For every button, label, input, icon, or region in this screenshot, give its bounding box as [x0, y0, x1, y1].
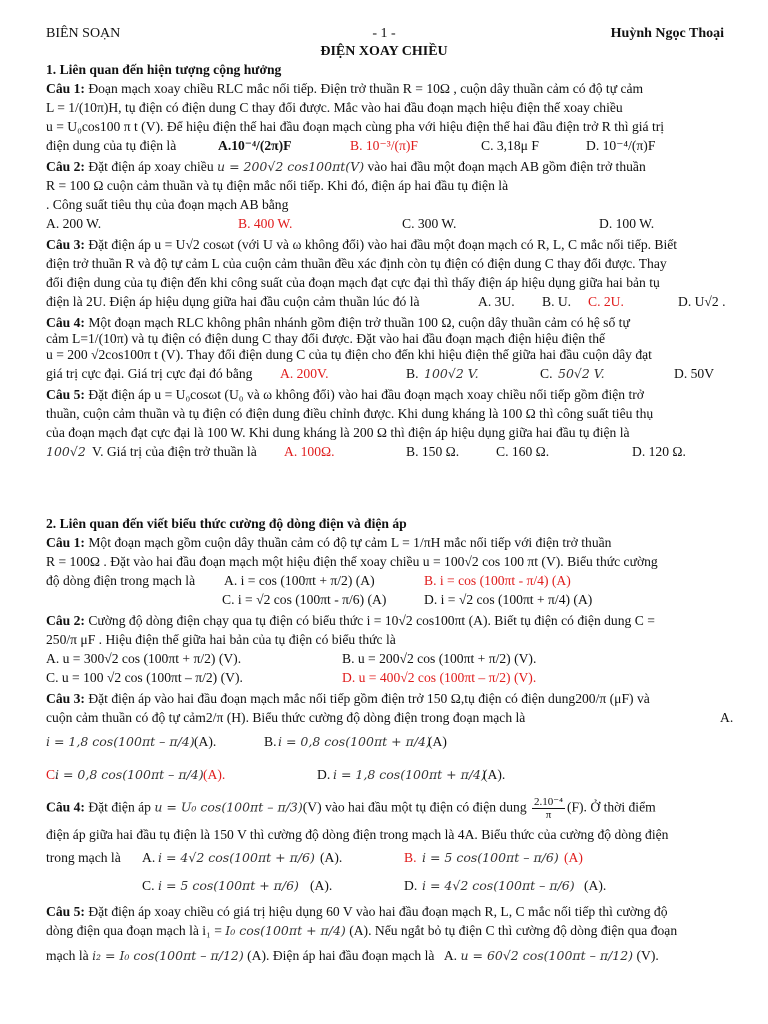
question-text: Cường độ dòng điện chạy qua tụ điện có biểu thức i = 10√2 cos100πt (A). Biết tụ điện có điện dung C =: [88, 613, 655, 628]
question-label: Câu 3:: [46, 237, 85, 252]
option-c: C. 3,18μ F: [481, 138, 539, 153]
question-text: R = 100 Ω cuộn cảm thuần và tụ điện mắc nối tiếp. Khi đó, điện áp hai đầu tụ điện là: [46, 178, 509, 193]
option-b-unit: (A): [428, 734, 447, 749]
question-line: [46, 921, 736, 940]
option-d-unit: (A).: [483, 767, 506, 782]
option-c: C. 300 W.: [402, 216, 457, 231]
option-c: C. i = √2 cos (100πt - π/6) (A): [222, 592, 387, 607]
option-c-label: C.: [142, 878, 155, 893]
option-a-unit: (A).: [194, 734, 217, 749]
option-a: A. 200V.: [280, 366, 329, 381]
question-text: u = 200 √2cos100π t (V). Thay đổi điện dung C của tụ điện cho đến khi hiệu điện thế giữa hai đầu cuộn dây đạt: [46, 347, 652, 362]
question: [46, 796, 736, 821]
option-b-label: B.: [264, 734, 277, 749]
option-a: A.10⁻⁴/(2π)F: [218, 138, 292, 153]
options-row: [46, 668, 736, 687]
options-row: [46, 292, 736, 311]
question-text: giá trị cực đại. Giá trị cực đại đó bằng: [46, 366, 253, 381]
question-text: R = 100Ω . Đặt vào hai đầu đoạn mạch một hiệu điện thế xoay chiều u = 100√2 cos 100 πt (V). Biểu thức cường: [46, 554, 658, 569]
question-text: Đặt điện áp u = U√2 cosωt (với U và ω không đổi) vào hai đầu một đoạn mạch có R, L, C mắc nối tiếp. Biết: [88, 237, 678, 252]
question-text: Đặt điện áp vào hai đầu đoạn mạch mắc nối tiếp gồm điện trở 150 Ω,tụ điện có điện dung200/π (μF) và: [88, 691, 650, 706]
option-c-unit: (A).: [203, 767, 226, 782]
question-text: cuộn cảm thuần có độ tự cảm2/π (H). Biểu thức cường độ dòng điện trong đoạn mạch là: [46, 710, 526, 725]
formula: u = U₀ cos(100πt – π/3): [154, 799, 303, 815]
option-d: D. u = 400√2 cos (100πt – π/2) (V).: [342, 670, 537, 685]
option-a: A. i = cos (100πt + π/2) (A): [224, 573, 375, 588]
option-c-formula: i = 5 cos(100πt + π/6): [158, 878, 299, 893]
question: [46, 79, 736, 98]
options-row: [46, 442, 736, 461]
header-author: Huỳnh Ngọc Thoại: [610, 26, 724, 41]
options-row: [46, 765, 736, 784]
option-a-formula: i = 4√2 cos(100πt + π/6): [158, 850, 315, 865]
question: [46, 313, 736, 332]
option-d: D. 120 Ω.: [632, 444, 686, 459]
question-text: đổi điện dung của tụ điện đến khi công suất của đoạn mạch đạt cực đại thì thấy điện áp hiệu dụng giữa hai bản tụ: [46, 275, 660, 290]
question: [46, 385, 736, 404]
question-text: L = 1/(10π)H, tụ điện có điện dung C thay đổi được. Mắc vào hai đầu đoạn mạch hiệu điện thế xoay chiều: [46, 100, 623, 115]
option-b: B. 150 Ω.: [406, 444, 460, 459]
question-label: Câu 4:: [46, 315, 85, 330]
section-2-title: 2. Liên quan đến viết biểu thức cường độ dòng điện và điện áp: [46, 516, 407, 531]
question: [46, 611, 736, 630]
option-b-formula: 100√2 V.: [424, 366, 479, 381]
option-b-formula: i = 0,8 cos(100πt + π/4): [278, 734, 431, 749]
option-b: B. u = 200√2 cos (100πt + π/2) (V).: [342, 651, 537, 666]
question-label: Câu 4:: [46, 799, 85, 815]
question-text: (V) vào hai đầu một tụ điện có điện dung: [302, 799, 527, 815]
question-text: (F). Ở thời điểm: [566, 799, 656, 815]
option-c: C. 160 Ω.: [496, 444, 550, 459]
options-row: [46, 364, 736, 383]
question-text: điện trở thuần R và độ tự cảm L của cuộn cảm thuần đều xác định còn tụ điện có điện dung C thay đổi được. Thay: [46, 256, 667, 271]
option-d-formula: i = 4√2 cos(100πt – π/6): [422, 878, 575, 893]
option-b: B. 10⁻³/(π)F: [350, 138, 418, 153]
question-text: mạch là: [46, 948, 89, 963]
question-text: Một đoạn mạch RLC không phân nhánh gồm điện trở thuần 100 Ω, cuộn dây thuần cảm có hệ số tự: [88, 315, 630, 330]
question: [46, 235, 736, 254]
option-a: A. u = 300√2 cos (100πt + π/2) (V).: [46, 651, 242, 666]
option-a-label: A.: [443, 948, 458, 963]
option-b-label: B.: [404, 850, 417, 865]
question-text: (A). Nếu ngắt bỏ tụ điện C thì cường độ dòng điện qua đoạn: [349, 923, 678, 938]
question-label: Câu 5:: [46, 904, 85, 919]
question-text: (A). Điện áp hai đầu đoạn mạch là: [247, 948, 435, 963]
options-row: [46, 848, 736, 867]
options-row: [46, 571, 736, 590]
option-d-formula: i = 1,8 cos(100πt + π/4): [333, 767, 486, 782]
formula: u = 200√2 cos100πt(V): [217, 159, 365, 174]
question-text: Đặt điện áp xoay chiều có giá trị hiệu dụng 60 V vào hai đầu đoạn mạch R, L, C mắc nối tiếp thì cường độ: [88, 904, 668, 919]
section-2: [46, 514, 736, 965]
capacitance-fraction: [532, 796, 565, 821]
question-text: điện dung của tụ điện là: [46, 138, 177, 153]
option-b-unit: (A): [564, 850, 583, 865]
option-b: B. 400 W.: [238, 216, 293, 231]
option-d: D. U√2 .: [678, 294, 726, 309]
formula: I₀ cos(100πt + π/4): [225, 923, 346, 938]
option-c-formula: 50√2 V.: [558, 366, 605, 381]
question-label: Câu 2:: [46, 613, 85, 628]
option-c-label: C.: [540, 366, 553, 381]
question: [46, 533, 736, 552]
option-a-formula: u = 60√2 cos(100πt – π/12): [460, 948, 634, 963]
option-d-unit: (A).: [584, 878, 607, 893]
question-text: vào hai đầu một đoạn mạch AB gồm điện trở thuần: [367, 159, 646, 174]
question-text: dòng điện qua đoạn mạch là i₁ =: [46, 923, 222, 938]
options-row: [46, 708, 736, 727]
question-text: độ dòng điện trong mạch là: [46, 573, 196, 588]
options-row: [46, 214, 736, 233]
header-left: BIÊN SOẠN: [46, 26, 121, 41]
option-a-formula: i = 1,8 cos(100πt – π/4): [46, 734, 195, 749]
section-1: [46, 60, 736, 461]
question-text: V. Giá trị của điện trở thuần là: [92, 444, 257, 459]
option-d: D. 50V: [674, 366, 715, 381]
question-label: Câu 2:: [46, 159, 85, 174]
question-line: [46, 946, 736, 965]
options-row: [46, 649, 736, 668]
question-label: Câu 1:: [46, 81, 85, 96]
question-text: của đoạn mạch đạt cực đại là 100 W. Khi dung kháng là 200 Ω thì điện áp hiệu dụng giữa hai đầu tụ điện là: [46, 425, 630, 440]
option-b-formula: i = 5 cos(100πt – π/6): [422, 850, 559, 865]
question: [46, 689, 736, 708]
option-b: B. i = cos (100πt - π/4) (A): [424, 573, 571, 588]
fraction-numerator: 2.10⁻⁴: [534, 796, 563, 808]
option-c: C. u = 100 √2 cos (100πt – π/2) (V).: [46, 670, 243, 685]
question: [46, 157, 736, 176]
question: [46, 902, 736, 921]
option-a: A. 100Ω.: [284, 444, 335, 459]
option-c-formula: i = 0,8 cos(100πt – π/4): [55, 767, 204, 782]
option-c: C. 2U.: [588, 294, 624, 309]
option-d-label: D.: [317, 767, 331, 782]
question-text: Đặt điện áp u = U₀cosωt (U₀ và ω không đổi) vào hai đầu đoạn mạch xoay chiều nối tiếp gồm điện trở: [88, 387, 644, 402]
question-text: điện là 2U. Điện áp hiệu dụng giữa hai đầu cuộn cảm thuần lúc đó là: [46, 294, 420, 309]
question-label: Câu 1:: [46, 535, 85, 550]
option-a-unit: (A).: [320, 850, 343, 865]
question-text: cảm L=1/(10π) và tụ điện có điện dung C thay đổi được. Đặt vào hai đầu đoạn mạch điện hiệu điện thế: [46, 331, 606, 346]
document-title: ĐIỆN XOAY CHIỀU: [320, 44, 448, 59]
option-d-label: D.: [404, 878, 418, 893]
formula: i₂ = I₀ cos(100πt – π/12): [92, 948, 244, 963]
question-text: thuần, cuộn cảm thuần và tụ điện có điện dung điều chỉnh được. Khi dung kháng là 100 Ω thì công suất tiêu thụ: [46, 406, 654, 421]
fraction-denominator: π: [545, 809, 552, 821]
question-text: u = U₀cos100 π t (V). Để hiệu điện thế hai đầu đoạn mạch cùng pha với hiệu điện thế hai đầu điện trở R thì giá trị: [46, 119, 665, 134]
question-label: Câu 5:: [46, 387, 85, 402]
options-row: [46, 590, 736, 609]
option-d: D. 10⁻⁴/(π)F: [586, 138, 656, 153]
question-text: . Công suất tiêu thụ của đoạn mạch AB bằng: [46, 197, 289, 212]
option-a-unit: (V).: [636, 948, 659, 963]
options-row: [46, 136, 736, 155]
option-d: D. i = √2 cos (100πt + π/4) (A): [424, 592, 593, 607]
option-b: B. U.: [542, 294, 572, 309]
question-text: Đặt điện áp xoay chiều: [88, 159, 214, 174]
question-text: Đoạn mạch xoay chiều RLC mắc nối tiếp. Điện trở thuần R = 10Ω , cuộn dây thuần cảm có độ tự cảm: [88, 81, 644, 96]
question-text: Đặt điện áp: [88, 799, 151, 815]
question-label: Câu 3:: [46, 691, 85, 706]
question-text: trong mạch là: [46, 850, 121, 865]
option-a-label: A.: [720, 710, 734, 725]
formula: 100√2: [46, 444, 86, 459]
options-row: [46, 732, 736, 751]
question-text: Một đoạn mạch gồm cuộn dây thuần cảm có độ tự cảm L = 1/πH mắc nối tiếp với điện trở thuần: [88, 535, 612, 550]
options-row: [46, 876, 736, 895]
question-text: 250/π μF . Hiệu điện thế giữa hai bản của tụ điện có biểu thức là: [46, 632, 396, 647]
section-1-title: 1. Liên quan đến hiện tượng cộng hưởng: [46, 62, 282, 77]
option-a: A. 200 W.: [46, 216, 102, 231]
option-c-label: C.: [46, 767, 59, 782]
option-a-label: A.: [142, 850, 156, 865]
option-b-label: B.: [406, 366, 419, 381]
page-number: - 1 -: [372, 26, 396, 41]
option-d: D. 100 W.: [599, 216, 655, 231]
option-a: A. 3U.: [478, 294, 515, 309]
question-text: điện áp giữa hai đầu tụ điện là 150 V thì cường độ dòng điện trong mạch là 4A. Biểu thức của cường độ dòng điện: [46, 827, 669, 842]
option-c-unit: (A).: [310, 878, 333, 893]
